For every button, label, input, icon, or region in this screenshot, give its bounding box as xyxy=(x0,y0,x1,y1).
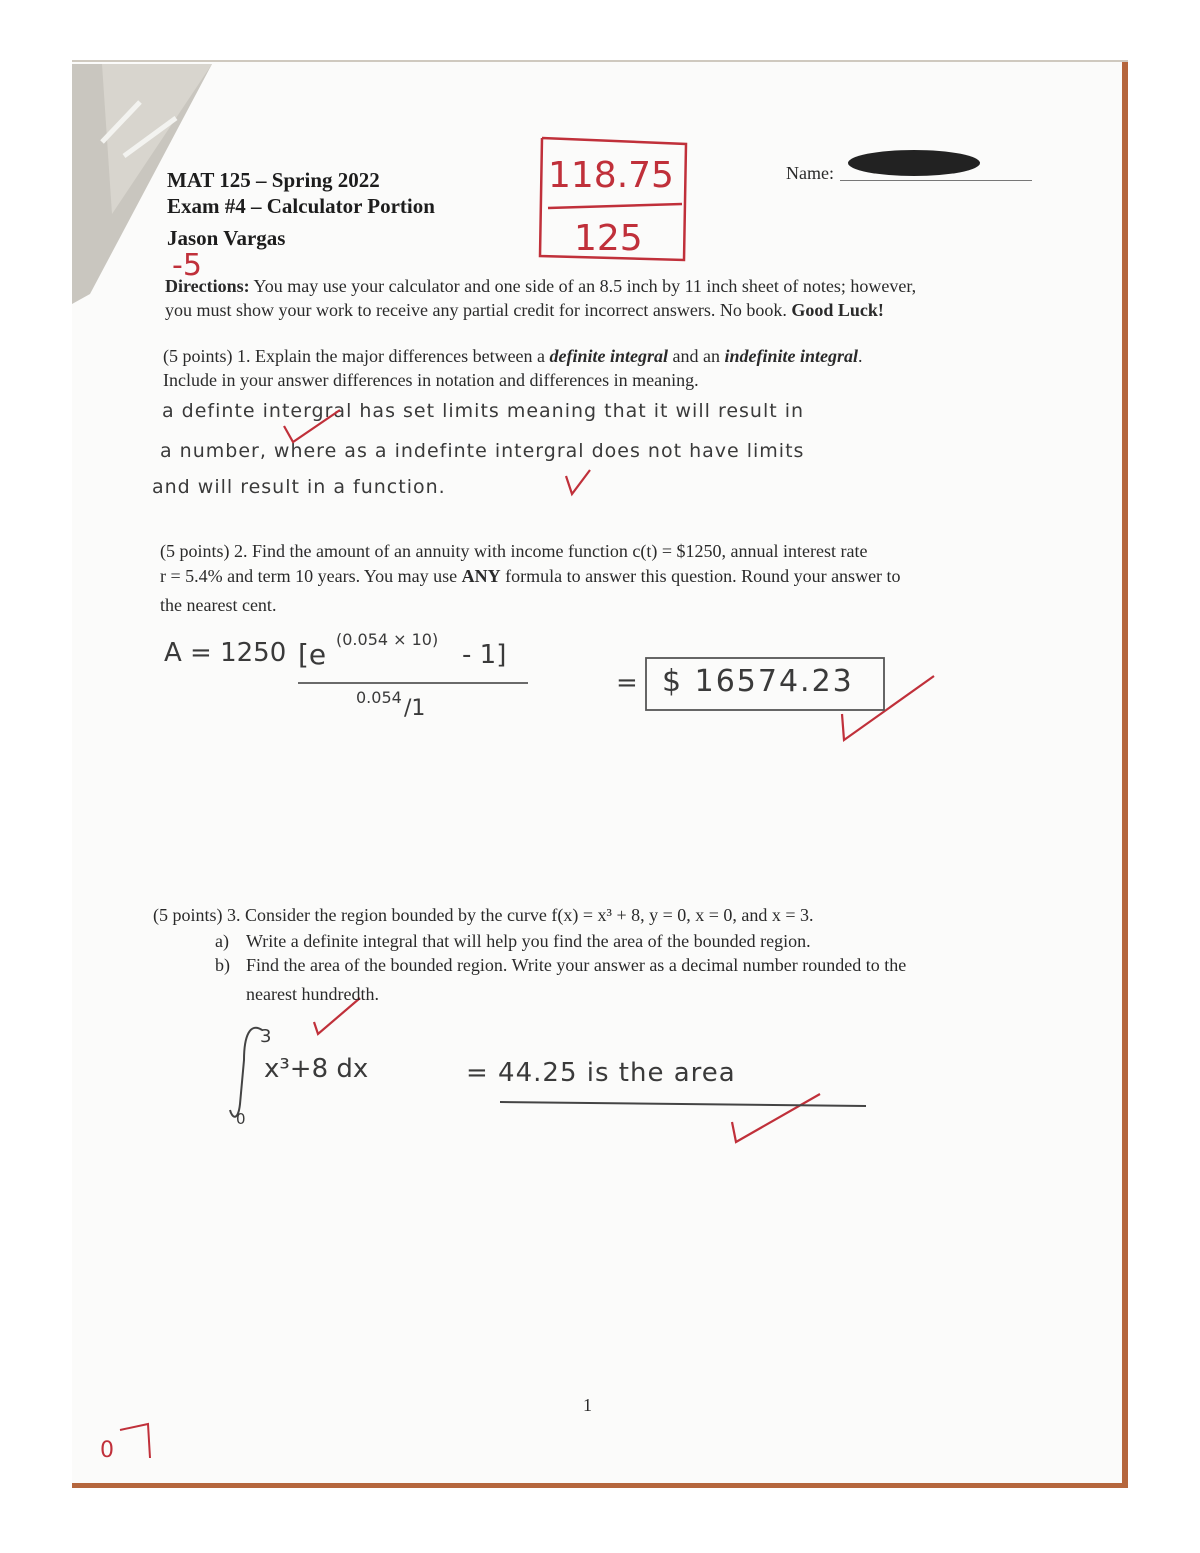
q2-text-any: ANY xyxy=(461,566,501,586)
q2-line-2 xyxy=(160,566,901,587)
q2-text-c: formula to answer this question. Round your answer to xyxy=(505,566,901,586)
exam-title: Exam #4 – Calculator Portion xyxy=(167,194,435,218)
q2-work-minus-one: - 1] xyxy=(462,640,507,670)
q1-answer-line-1: a definte intergral has set limits meaning that it will result in xyxy=(162,400,805,422)
deduction-mark: -5 xyxy=(172,248,202,283)
page-number: 1 xyxy=(583,1395,592,1415)
q1-text-b: and an xyxy=(672,346,721,366)
q3-part-a-label: a) xyxy=(215,931,229,951)
q2-line-3: the nearest cent. xyxy=(160,595,277,615)
check-mark xyxy=(284,410,340,442)
q3-part-b-line-2: nearest hundredth. xyxy=(246,984,379,1004)
q1-term-definite: definite integral xyxy=(549,346,669,366)
q1-points: (5 points) 1. xyxy=(163,346,251,366)
check-mark xyxy=(732,1094,820,1142)
q2-work-bracket: [e xyxy=(298,638,327,671)
q2-text-a: r = 5.4% and term 10 years. You may use xyxy=(160,566,458,586)
q2-work-denominator: 0.054 xyxy=(356,688,402,707)
instructor-name: Jason Vargas xyxy=(167,226,286,250)
integral-sign-icon xyxy=(230,1028,262,1117)
q1-term-indefinite: indefinite integral xyxy=(724,346,859,366)
score-total: 125 xyxy=(574,218,643,259)
q3-part-a: Write a definite integral that will help you find the area of the bounded region. xyxy=(246,931,811,951)
q1-answer-line-2: a number, where as a indefinte intergral does not have limits xyxy=(160,440,805,462)
q3-upper-limit: 3 xyxy=(260,1026,272,1047)
q1-answer-line-3: and will result in a function. xyxy=(152,476,446,498)
q2-work-denominator-2: /1 xyxy=(404,696,426,721)
corner-mark-stroke xyxy=(120,1424,150,1458)
q3-integrand: x³+8 dx xyxy=(264,1054,369,1084)
q1-line-2: Include in your answer differences in notation and differences in meaning. xyxy=(163,370,699,390)
q2-equals: = xyxy=(616,668,638,698)
directions-text-2: you must show your work to receive any partial credit for incorrect answers. No book. xyxy=(165,300,787,320)
name-label: Name: xyxy=(786,163,834,183)
q1-text-c: . xyxy=(858,346,863,366)
q3-part-b-label: b) xyxy=(215,955,230,975)
q2-work-exponent: (0.054 × 10) xyxy=(336,630,439,649)
directions-label: Directions: xyxy=(165,276,250,296)
q2-line-1: (5 points) 2. Find the amount of an annuity with income function c(t) = $1250, annual interest rate xyxy=(160,541,868,561)
score-value: 118.75 xyxy=(548,155,674,196)
q3-line-1: (5 points) 3. Consider the region bounded by the curve f(x) = x³ + 8, y = 0, x = 0, and x = 3. xyxy=(153,905,814,925)
q2-answer: $ 16574.23 xyxy=(662,664,854,699)
good-luck: Good Luck! xyxy=(791,300,884,320)
directions-text-1: You may use your calculator and one side of an 8.5 inch by 11 inch sheet of notes; however, xyxy=(253,276,917,296)
q3-answer: = 44.25 is the area xyxy=(466,1058,736,1088)
answer-underline xyxy=(500,1102,866,1106)
corner-mark: 0 xyxy=(100,1438,114,1463)
q2-work-lhs: A = 1250 xyxy=(164,638,287,668)
check-mark xyxy=(566,470,590,494)
course-title: MAT 125 – Spring 2022 xyxy=(167,168,380,192)
check-mark xyxy=(842,676,934,740)
q3-lower-limit: 0 xyxy=(236,1110,246,1128)
q3-part-b-line-1: Find the area of the bounded region. Write your answer as a decimal number rounded to the xyxy=(246,955,907,975)
q1-text-a: Explain the major differences between a xyxy=(255,346,546,366)
